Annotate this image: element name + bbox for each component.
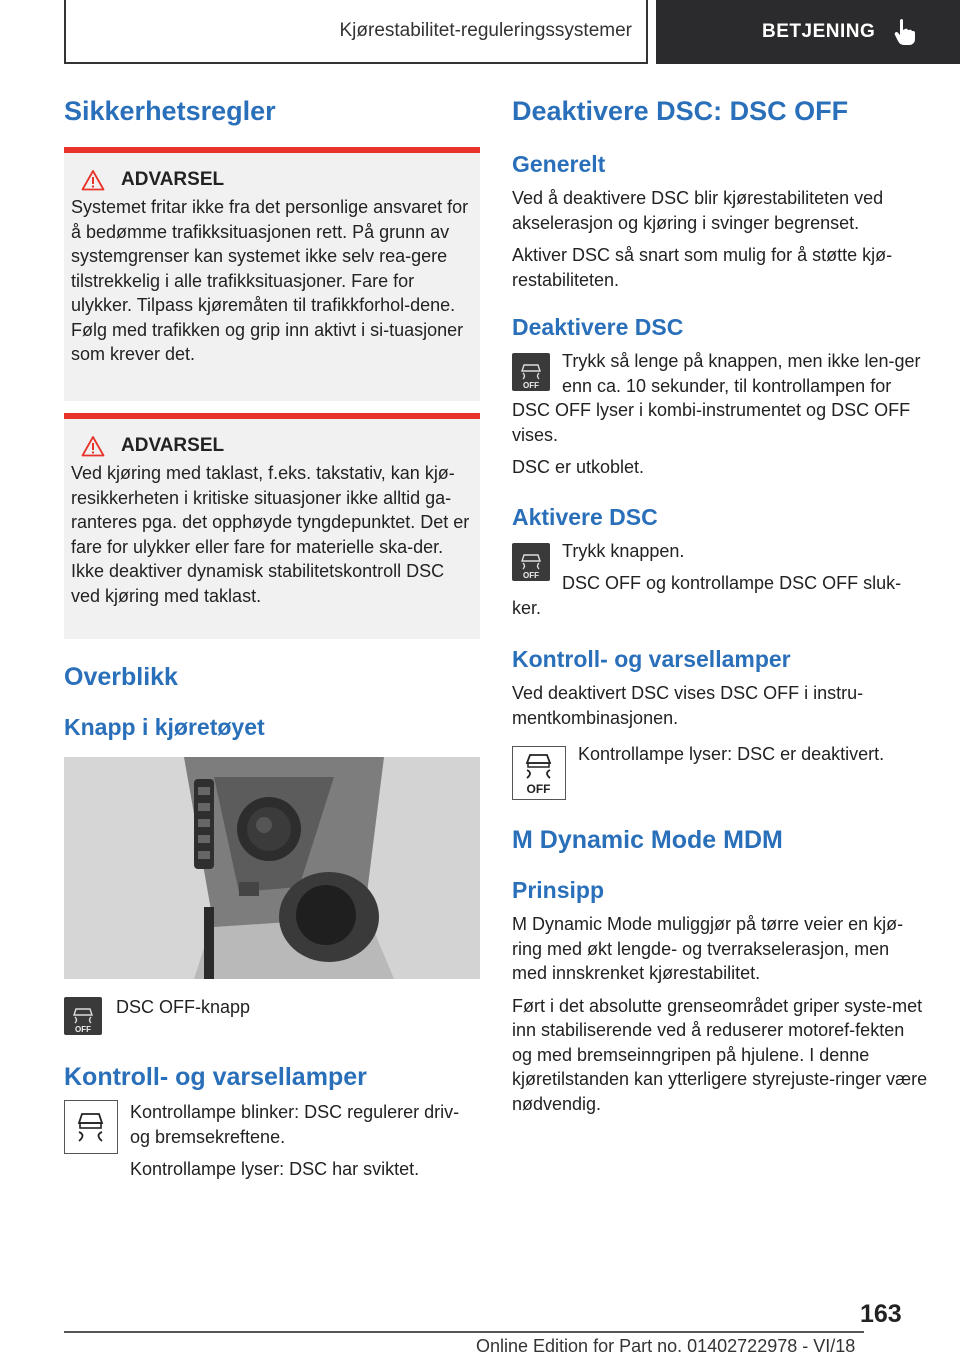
- dsc-lamp-row: [64, 1100, 480, 1182]
- deactivate-heading: Deaktivere DSC: [512, 314, 684, 340]
- warning-title: [81, 435, 474, 457]
- control-lamps-subheading: Kontroll- og varsellamper: [512, 646, 791, 672]
- off-label: OFF: [75, 1025, 91, 1034]
- dsc-off-button-legend: [64, 997, 480, 1035]
- left-column: [64, 96, 480, 1182]
- off-label: OFF: [523, 570, 539, 580]
- deactivate-instruction: [512, 349, 928, 447]
- m-dynamic-mode-heading: M Dynamic Mode MDM: [512, 826, 783, 854]
- warning-triangle-icon: [81, 435, 105, 457]
- header-chapter-tab: [656, 0, 960, 64]
- lamp-off-text: Kontrollampe lyser: DSC er deaktivert.: [578, 744, 885, 764]
- dsc-off-lamp-row: [512, 746, 928, 800]
- center-console-photo: [64, 757, 480, 979]
- warning-text: Systemet fritar ikke fra det personlige ansvaret for å bedømme trafikksituasjonen rett. På grunn av systemgrenser kan systemet ikke selv rea-gere tilstrekkelig i alle trafikksituasjoner. Fare for ulykker. Tilpass kjøremåten til trafikkforhol-dene. Følg med trafikken og grip inn aktivt i si-tuasjoner som krever det.: [71, 197, 469, 364]
- general-paragraph: Aktiver DSC så snart som mulig for å støtte kjø-restabiliteten.: [512, 245, 893, 290]
- warning-title: [81, 169, 474, 191]
- lamp-on-text: Kontrollampe lyser: DSC har sviktet.: [130, 1159, 420, 1179]
- button-in-vehicle-heading: Knapp i kjøretøyet: [64, 714, 265, 740]
- dsc-off-button-caption: DSC OFF-knapp: [116, 997, 251, 1017]
- right-column: [512, 96, 928, 1116]
- general-heading: Generelt: [512, 151, 606, 177]
- dsc-lamp-icon: [64, 1100, 118, 1154]
- overview-heading: Overblikk: [64, 663, 178, 691]
- footer-edition: Online Edition for Part no. 01402722978 - VI/18: [476, 1336, 856, 1356]
- activate-instruction: [512, 539, 928, 621]
- header-section-title-box: [64, 0, 648, 64]
- activate-heading: Aktivere DSC: [512, 503, 658, 530]
- principle-paragraph: M Dynamic Mode muliggjør på tørre veier en kjø-ring med økt lengde- og tverrakselerasjon, men med innskrenket kjørestabilitet.: [512, 914, 904, 983]
- deactivate-text: Trykk så lenge på knappen, men ikke len-ger enn ca. 10 sekunder, til kontrollampen for DSC OFF lyser i kombi-instrumentet og DSC OFF vises.: [512, 351, 921, 445]
- general-paragraph: Ved å deaktivere DSC blir kjørestabiliteten ved akselerasjon og kjøring i svinger begrenset.: [512, 188, 884, 233]
- off-label: OFF: [523, 381, 539, 390]
- principle-heading: Prinsipp: [512, 877, 605, 903]
- dsc-off-icon: [512, 543, 550, 581]
- page-number: 163: [860, 1300, 902, 1328]
- warning-text: Ved kjøring med taklast, f.eks. takstativ, kan kjø-resikkerheten i kritiske situasjoner ikke alltid ga-ranteres pga. det opphøyde tyngdepunktet. Det er fare for ulykker eller fare for materielle ska-der. Ikke deaktiver dynamisk stabilitetskontroll DSC ved kjøring med taklast.: [71, 463, 470, 606]
- deactivate-dsc-heading: Deaktivere DSC: DSC OFF: [512, 96, 849, 126]
- warning-label: ADVARSEL: [121, 169, 225, 190]
- warning-triangle-icon: [81, 169, 105, 191]
- activate-result: DSC OFF og kontrollampe DSC OFF sluk-ker.: [512, 573, 902, 618]
- activate-step: Trykk knappen.: [562, 540, 685, 561]
- header-section-title: Kjørestabilitet-reguleringssystemer: [339, 20, 632, 41]
- lamp-flash-text: Kontrollampe blinker: DSC regulerer driv- og bremsekreftene.: [130, 1102, 460, 1147]
- pointing-hand-icon: [893, 18, 917, 46]
- deactivate-result: DSC er utkoblet.: [512, 457, 645, 477]
- warning-label: ADVARSEL: [121, 435, 225, 456]
- lamps-paragraph: Ved deaktivert DSC vises DSC OFF i instru-mentkombinasjonen.: [512, 683, 864, 728]
- dsc-off-icon: [512, 353, 550, 391]
- principle-paragraph: Ført i det absolutte grenseområdet griper syste-met inn stabiliserende ved å reduserer motoref-fekten og med bremseinngripen på hjulene. I denne kjøretilstanden kan ytterligere styrejuste-ringer være nødvendig.: [512, 995, 928, 1114]
- footer-divider: [64, 1331, 864, 1333]
- dsc-off-icon: [64, 997, 102, 1035]
- warning-box: [64, 413, 480, 639]
- header-chapter-label: BETJENING: [762, 21, 876, 42]
- safety-rules-heading: Sikkerhetsregler: [64, 96, 276, 126]
- dsc-off-lamp-icon: [512, 746, 566, 800]
- warning-box: [64, 147, 480, 401]
- control-lamps-heading: Kontroll- og varsellamper: [64, 1063, 367, 1091]
- off-label: OFF: [526, 782, 551, 796]
